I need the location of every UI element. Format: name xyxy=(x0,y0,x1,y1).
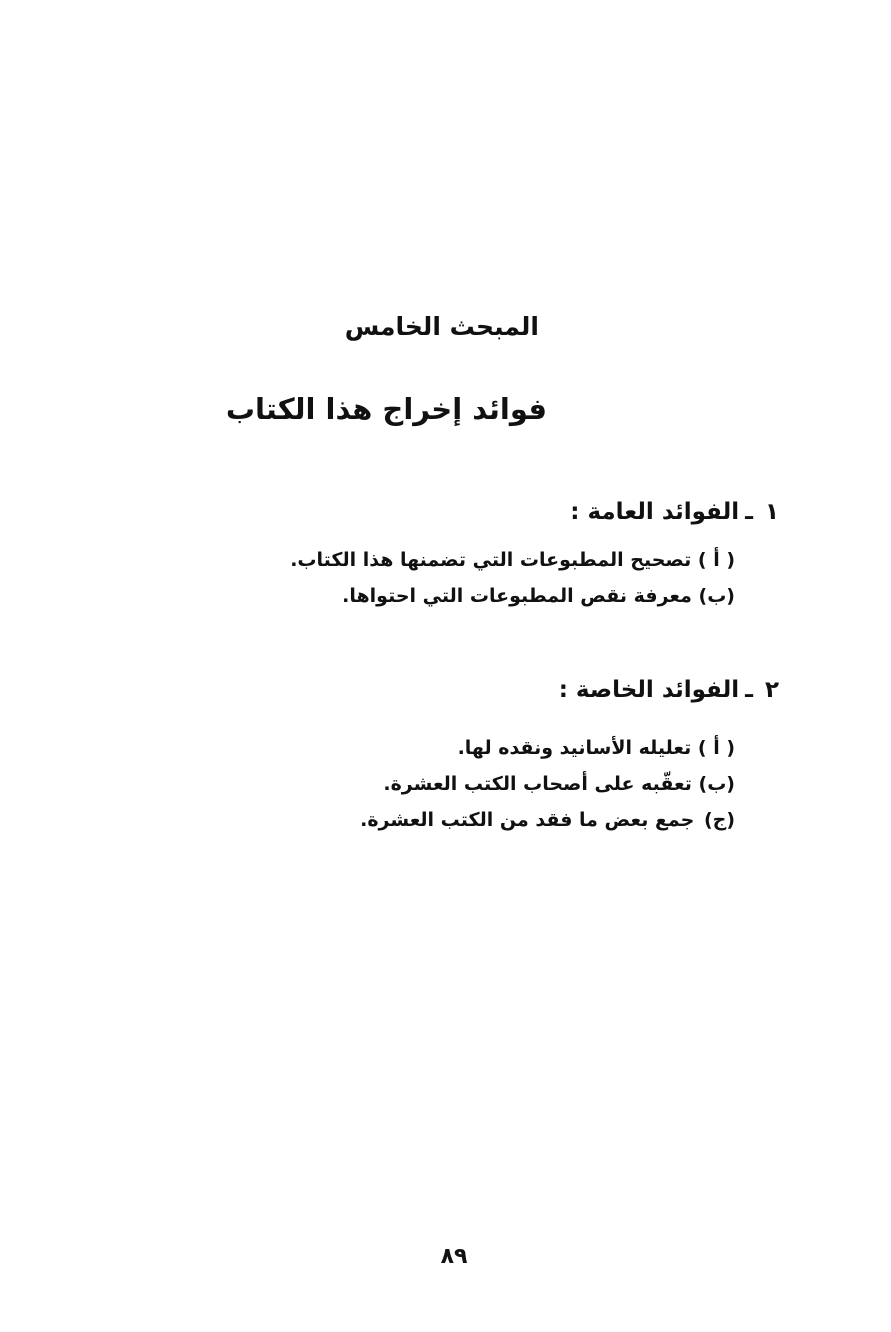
section-special-benefits xyxy=(219,670,779,838)
list-item xyxy=(219,766,735,802)
list-item xyxy=(219,730,735,766)
item-text: تعقّبه على أصحاب الكتب العشرة. xyxy=(383,773,692,795)
item-marker: (ج) xyxy=(703,809,735,831)
section-heading-text: الفوائد العامة : xyxy=(570,499,740,525)
item-text: تصحيح المطبوعات التي تضمنها هذا الكتاب. xyxy=(290,549,692,571)
chapter-title: فوائد إخراج هذا الكتاب xyxy=(225,392,547,426)
section-number: ١ xyxy=(764,499,779,525)
section-heading xyxy=(219,492,779,532)
list-item xyxy=(219,542,735,578)
item-text: تعليله الأسانيد ونقده لها. xyxy=(457,737,692,759)
list-item xyxy=(219,802,735,838)
section-dash: ـ xyxy=(745,677,753,703)
item-marker: (ب) xyxy=(698,585,735,607)
item-marker: ( أ ) xyxy=(697,549,735,571)
item-text: معرفة نقص المطبوعات التي احتواها. xyxy=(342,585,692,607)
section-dash: ـ xyxy=(745,499,753,525)
benefit-list xyxy=(219,730,735,838)
benefit-list xyxy=(219,542,735,614)
item-marker: (ب) xyxy=(698,773,735,795)
section-heading-text: الفوائد الخاصة : xyxy=(558,677,740,703)
list-item xyxy=(219,578,735,614)
item-marker: ( أ ) xyxy=(697,737,735,759)
chapter-label: المبحث الخامس xyxy=(344,312,539,341)
section-heading xyxy=(219,670,779,710)
section-general-benefits xyxy=(219,492,779,614)
page-number: ٨٩ xyxy=(440,1244,468,1269)
item-text: جمع بعض ما فقد من الكتب العشرة. xyxy=(360,809,695,831)
section-number: ٢ xyxy=(764,677,779,703)
